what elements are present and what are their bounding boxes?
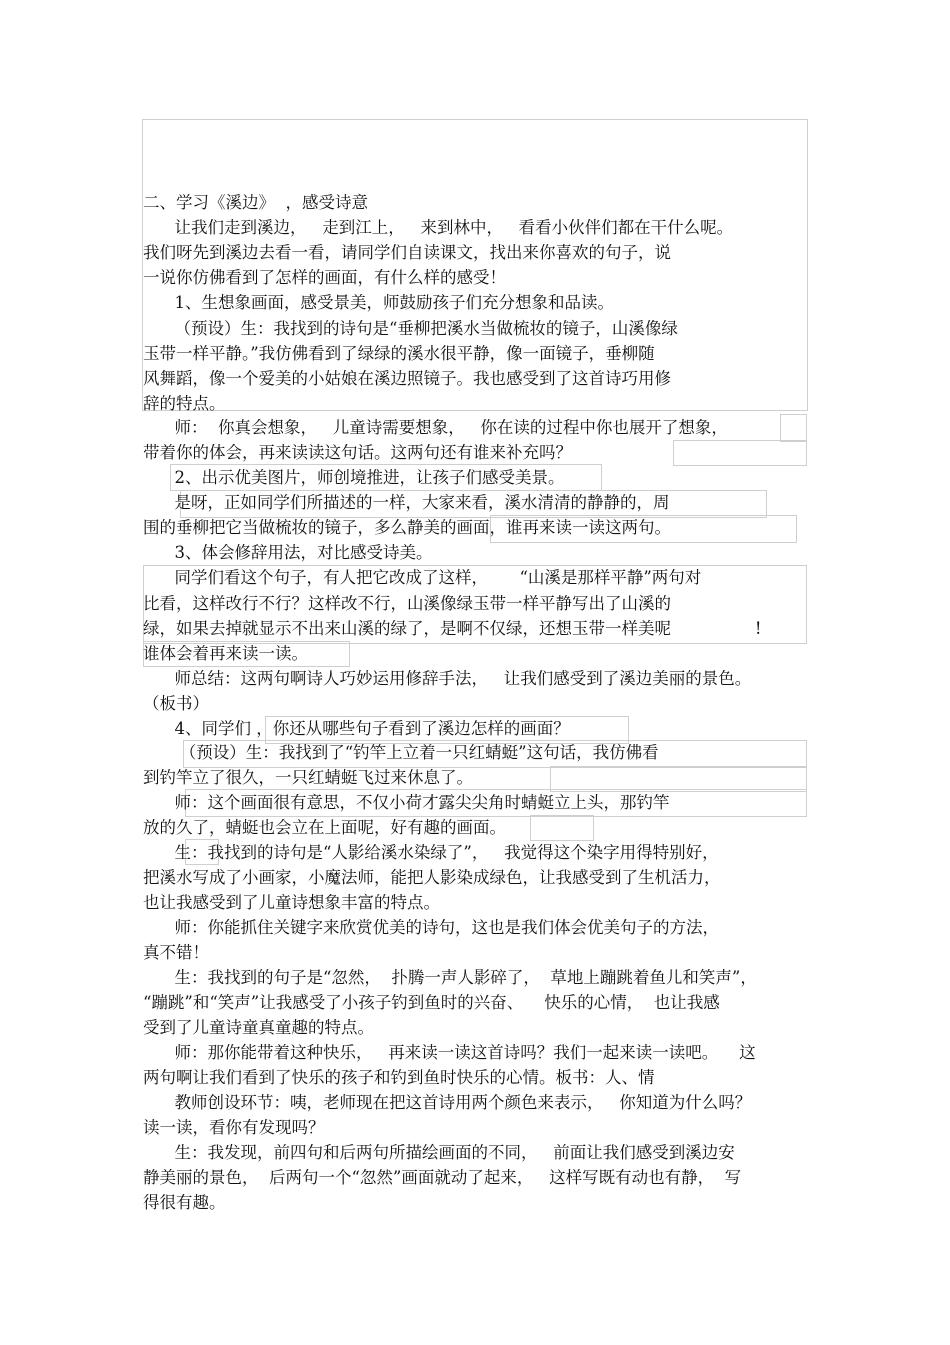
text-line: 围的垂柳把它当做梳妆的镜子，多么静美的画面，谁再来读一读这两句。 <box>143 518 671 537</box>
text-line: 师总结：这两句啊诗人巧妙运用修辞手法， 让我们感受到了溪边美丽的景色。 <box>143 669 752 688</box>
text-line: 真不错！ <box>143 943 209 962</box>
text-line: 我们呀先到溪边去看一看，请同学们自读课文，找出来你喜欢的句子，说 <box>143 243 671 262</box>
text-line: 一说你仿佛看到了怎样的画面，有什么样的感受！ <box>143 268 506 287</box>
text-line: 生：我找到的诗句是“人影给溪水染绿了”， 我觉得这个染字用得特别好， <box>143 843 719 862</box>
text-line: 到钓竿立了很久，一只红蜻蜓飞过来休息了。 <box>143 768 473 787</box>
text-line: 也让我感受到了儿童诗想象丰富的特点。 <box>143 893 440 912</box>
text-line: 生：我找到的句子是“忽然， 扑腾一声人影碎了， 草地上蹦跳着鱼儿和笑声”， <box>143 968 757 987</box>
text-line: 师：这个画面很有意思，不仅小荷才露尖尖角时蜻蜓立上头，那钓竿 <box>143 793 670 812</box>
text-line: 生：我发现，前四句和后两句所描绘画面的不同， 前面让我们感受到溪边安 <box>143 1143 735 1162</box>
text-line: 静美丽的景色， 后两句一个“忽然”画面就动了起来， 这样写既有动也有静， 写 <box>143 1168 742 1187</box>
text-line: 读一读，看你有发现吗？ <box>143 1118 325 1137</box>
text-line: 得很有趣。 <box>143 1193 226 1212</box>
text-line: 师：你能抓住关键字来欣赏优美的诗句，这也是我们体会优美句子的方法， <box>143 918 719 937</box>
section-heading: 二、学习《溪边》 ，感受诗意 <box>143 193 368 212</box>
text-line: 谁体会着再来读一读。 <box>143 644 308 663</box>
text-line: 把溪水写成了小画家，小魔法师，能把人影染成绿色，让我感受到了生机活力， <box>143 868 721 887</box>
text-line: “蹦跳”和“笑声”让我感受了小孩子钓到鱼时的兴奋、 快乐的心情， 也让我感 <box>143 993 720 1012</box>
text-line: 风舞蹈，像一个爱美的小姑娘在溪边照镜子。我也感受到了这首诗巧用修 <box>143 369 671 388</box>
text-line: 同学们看这个句子，有人把它改成了这样， “山溪是那样平静”两句对 <box>143 568 702 587</box>
text-line: 让我们走到溪边， 走到江上， 来到林中， 看看小伙伴们都在干什么呢。 <box>143 218 734 237</box>
text-line: 4、同学们 ，你还从哪些句子看到了溪边怎样的画面？ <box>143 719 570 738</box>
text-line: 师：那你能带着这种快乐， 再来读一读这首诗吗？我们一起来读一读吧。 这 <box>143 1043 756 1062</box>
text-line: 两句啊让我们看到了快乐的孩子和钓到鱼时快乐的心情。板书：人、情 <box>143 1068 655 1087</box>
text-line: 1、生想象画面，感受景美，师鼓励孩子们充分想象和品读。 <box>143 293 614 312</box>
text-line: 2、出示优美图片，师创境推进，让孩子们感受美景。 <box>143 468 565 487</box>
text-line: 是呀，正如同学们所描述的一样，大家来看，溪水清清的静静的，周 <box>143 493 670 512</box>
text-line: （板书） <box>143 694 209 713</box>
text-line: 玉带一样平静。”我仿佛看到了绿绿的溪水很平静，像一面镜子，垂柳随 <box>143 344 655 363</box>
text-line: 3、体会修辞用法，对比感受诗美。 <box>143 543 433 562</box>
text-line: 教师创设环节：咦，老师现在把这首诗用两个颜色来表示， 你知道为什么吗？ <box>143 1093 752 1112</box>
text-line: 比看，这样改行不行？这样改不行，山溪像绿玉带一样平静写出了山溪的 <box>143 594 671 613</box>
text-line: （预设）生：我找到了“钓竿上立着一只红蜻蜓”这句话，我仿佛看 <box>143 743 659 762</box>
text-line: 绿，如果去掉就显示不出来山溪的绿了，是啊不仅绿，还想玉带一样美呢 ! <box>143 619 762 638</box>
text-line: 师： 你真会想象， 儿童诗需要想象， 你在读的过程中你也展开了想象， <box>143 418 728 437</box>
text-line: 辞的特点。 <box>143 394 226 413</box>
text-line: 带着你的体会，再来读读这句话。这两句还有谁来补充吗？ <box>143 443 572 462</box>
text-line: 受到了儿童诗童真童趣的特点。 <box>143 1018 374 1037</box>
text-line: 放的久了，蜻蜓也会立在上面呢，好有趣的画面。 <box>143 818 506 837</box>
text-line: （预设）生：我找到的诗句是“垂柳把溪水当做梳妆的镜子，山溪像绿 <box>143 319 678 338</box>
document-body <box>143 0 808 1345</box>
